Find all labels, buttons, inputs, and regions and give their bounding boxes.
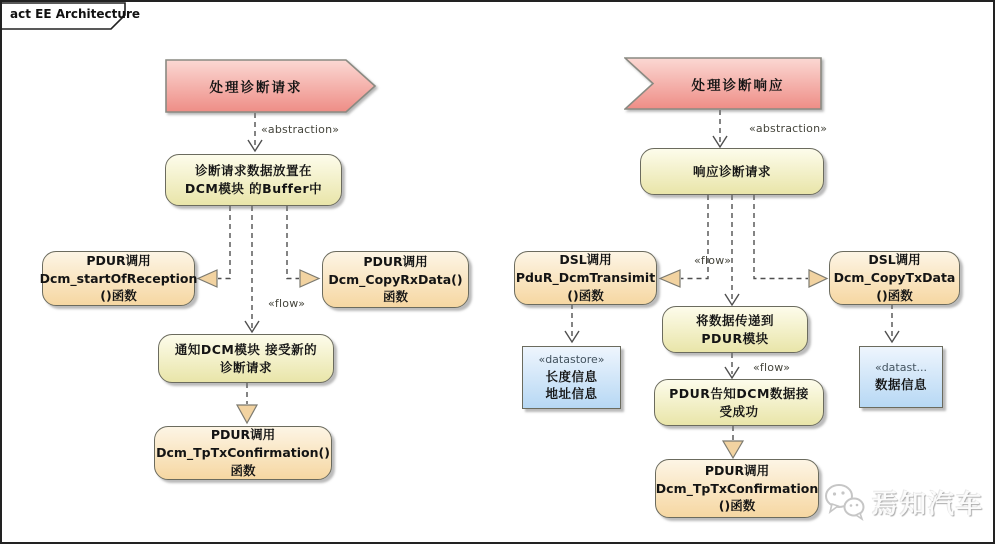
datastore-data-info-node xyxy=(859,346,943,408)
action-text-line: DSL调用 xyxy=(868,252,921,268)
action-copy-rx-data-node xyxy=(322,251,469,308)
action-text-line: Dcm_TpTxConfirmation() xyxy=(156,445,330,461)
action-notify-dcm-node xyxy=(158,334,334,383)
action-text-line: DCM模块 的Buffer中 xyxy=(184,181,323,196)
action-text-line: 通知DCM模块 接受新的 xyxy=(174,341,318,357)
action-text-line: 诊断请求 xyxy=(219,359,272,375)
watermark-text: 焉知汽车 xyxy=(871,489,984,520)
action-text-line: 函数 xyxy=(382,289,408,305)
action-text-line: PDUR告知DCM数据接 xyxy=(669,385,809,401)
signal-label: 处理诊断响应 xyxy=(691,77,785,94)
datastore-text-line: 长度信息 xyxy=(545,368,598,384)
action-pass-data-node xyxy=(662,306,808,353)
action-text-line: DSL调用 xyxy=(559,252,612,268)
action-pdur-dcm-transmit-node xyxy=(514,251,657,305)
diagram-title: act EE Architecture xyxy=(10,7,140,21)
action-text-line: ()函数 xyxy=(567,287,604,303)
action-copy-tx-data-node xyxy=(829,251,960,305)
wechat-logo-icon xyxy=(824,481,866,523)
action-text-line: PDUR模块 xyxy=(701,330,769,346)
action-start-of-reception-node xyxy=(39,251,198,306)
signal-process-diagnostic-response xyxy=(624,57,822,110)
action-text-line: ()函数 xyxy=(718,498,756,514)
flow-label-right-lower: «flow» xyxy=(753,361,791,374)
action-buffer-node xyxy=(165,154,342,206)
action-respond-request-node xyxy=(640,148,824,195)
signal-label: 处理诊断请求 xyxy=(209,80,303,96)
action-text-line: PDUR调用 xyxy=(363,253,428,269)
frame-tab xyxy=(2,2,140,30)
abstraction-label-left: «abstraction» xyxy=(261,123,340,136)
action-text-line: PduR_DcmTransimit xyxy=(515,270,656,286)
action-tp-tx-confirmation-right-node xyxy=(655,459,819,518)
action-tp-tx-confirmation-left-node xyxy=(154,426,332,480)
action-text-line: ()函数 xyxy=(876,287,913,303)
action-text-line: 受成功 xyxy=(719,403,759,419)
action-text-line: Dcm_startOfReception xyxy=(39,270,198,286)
datastore-text-line: 地址信息 xyxy=(545,386,598,402)
action-text-line: Dcm_CopyRxData() xyxy=(328,271,463,287)
action-text-line: ()函数 xyxy=(100,288,137,304)
action-text-line: Dcm_TpTxConfirmation xyxy=(655,480,819,496)
action-text-line: 响应诊断请求 xyxy=(692,163,771,179)
action-text-line: PDUR调用 xyxy=(210,427,276,443)
datastore-stereotype: «datastore» xyxy=(538,352,605,366)
action-text-line: Dcm_CopyTxData xyxy=(833,270,956,286)
action-text-line: 函数 xyxy=(230,462,256,478)
action-text-line: PDUR调用 xyxy=(86,252,151,268)
watermark xyxy=(824,478,984,526)
signal-process-diagnostic-request xyxy=(165,59,377,113)
flow-label-left: «flow» xyxy=(268,297,306,310)
abstraction-label-right: «abstraction» xyxy=(749,122,828,135)
flow-label-right-upper: «flow» xyxy=(694,254,732,267)
datastore-text-line: 数据信息 xyxy=(874,376,927,392)
datastore-length-address-node xyxy=(522,346,621,409)
action-text-line: PDUR调用 xyxy=(704,462,770,478)
action-text-line: 诊断请求数据放置在 xyxy=(194,163,312,179)
action-inform-success-node xyxy=(654,379,824,426)
action-text-line: 将数据传递到 xyxy=(695,312,774,328)
datastore-stereotype: «datast... xyxy=(874,361,928,375)
